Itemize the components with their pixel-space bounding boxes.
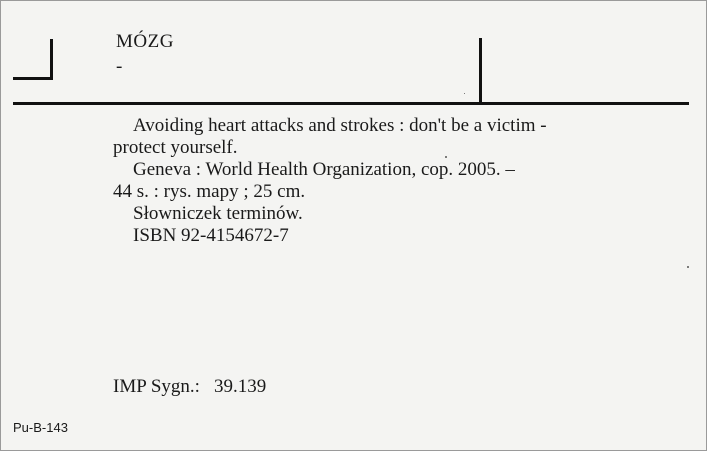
title-continuation-line: protect yourself. — [113, 137, 238, 158]
call-number — [113, 376, 266, 398]
paper-speck — [445, 156, 447, 158]
call-number-value: 39.139 — [213, 376, 267, 397]
bibliographic-description — [113, 115, 673, 247]
vertical-rule — [479, 38, 482, 104]
corner-mark-vertical — [50, 39, 53, 80]
corner-mark-horizontal — [13, 77, 53, 80]
subject-subheading: - — [116, 56, 123, 77]
title-line: Avoiding heart attacks and strokes : don't be a victim - — [133, 115, 547, 136]
isbn-line: ISBN 92-4154672-7 — [133, 225, 289, 246]
physical-description-line: 44 s. : rys. mapy ; 25 cm. — [113, 181, 306, 202]
paper-speck — [464, 93, 465, 94]
call-number-label: IMP Sygn.: — [113, 376, 200, 397]
paper-speck — [687, 266, 689, 268]
card-code: Pu-B-143 — [13, 420, 68, 435]
publication-line: Geneva : World Health Organization, cop. 2005. – — [133, 159, 515, 180]
horizontal-rule — [13, 102, 689, 105]
note-line: Słowniczek terminów. — [133, 203, 303, 224]
subject-heading: MÓZG — [116, 31, 174, 52]
